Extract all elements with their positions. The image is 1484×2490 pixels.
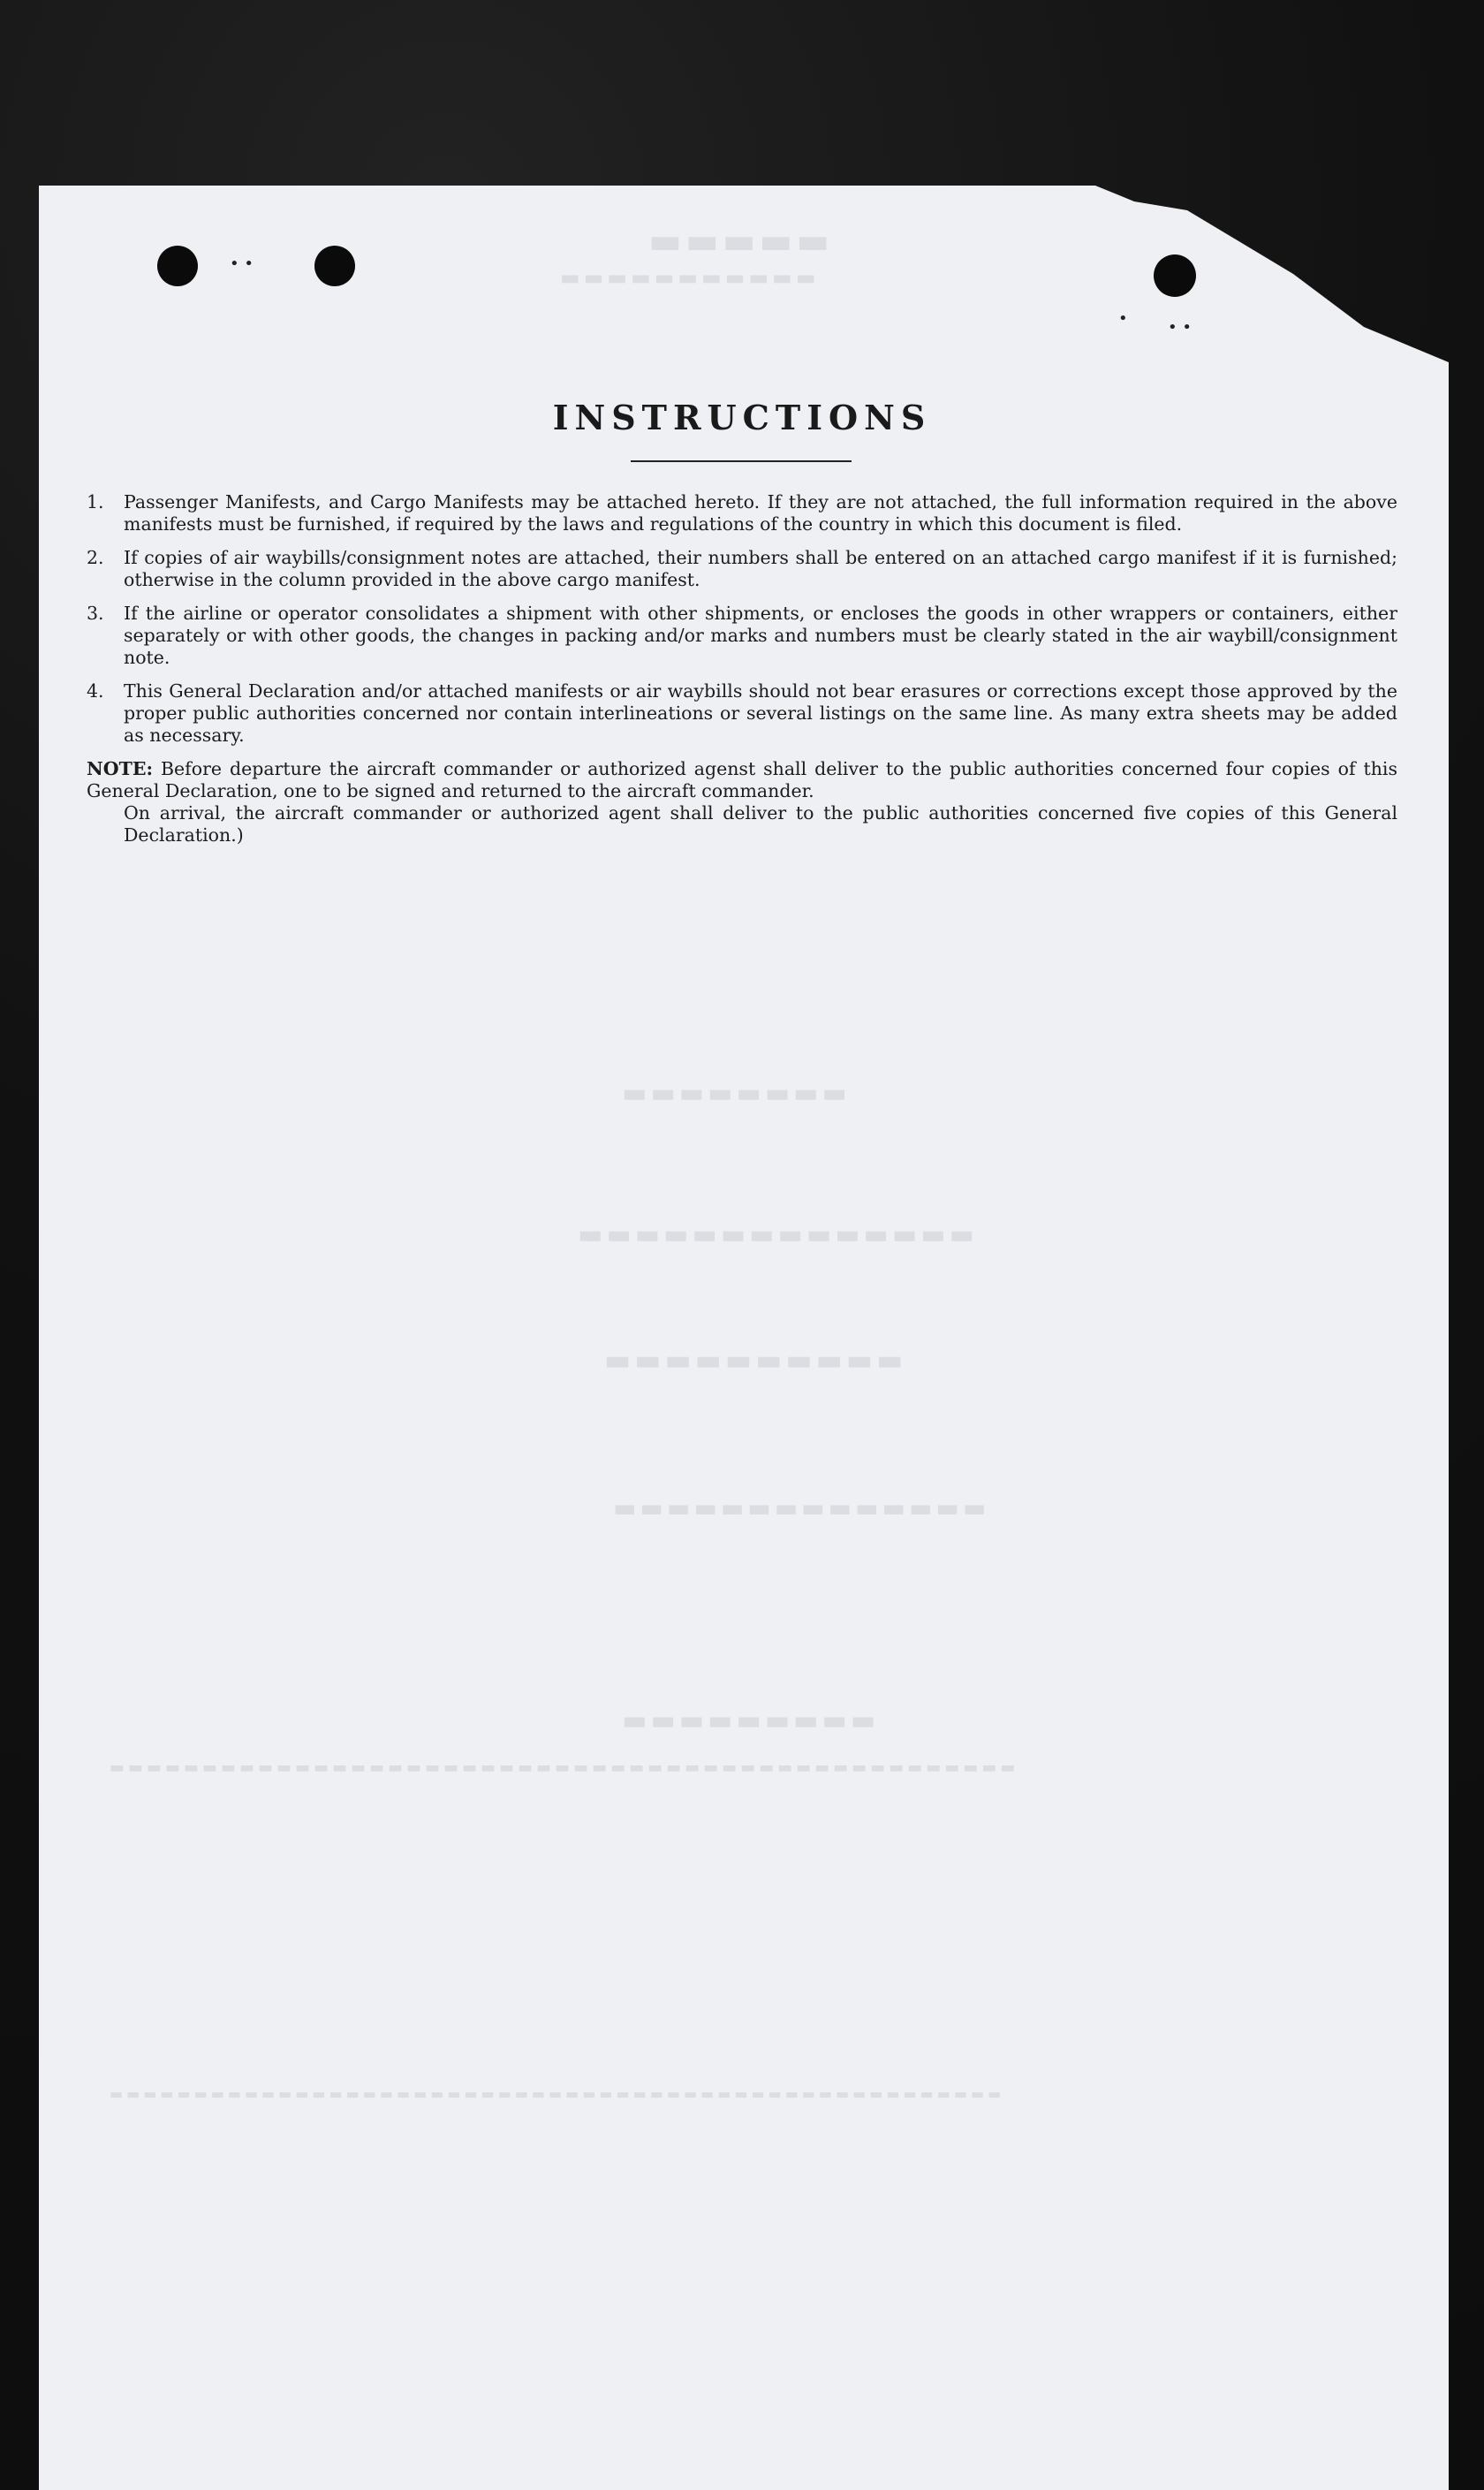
specks: • • bbox=[230, 254, 254, 273]
note-arrival bbox=[87, 802, 1397, 846]
note-departure bbox=[87, 758, 1397, 802]
note-block bbox=[87, 758, 1397, 846]
item-text: Passenger Manifests, and Cargo Manifests may be attached hereto. If they are not attached, the full information required in the above manifests must be furnished, if required by the laws and regulations of the country in which this document is filed. bbox=[124, 491, 1397, 535]
instruction-item bbox=[87, 491, 1397, 535]
item-number: 3. bbox=[87, 603, 104, 624]
instruction-item bbox=[87, 547, 1397, 591]
bleed-through-text: ▬▬▬▬▬▬▬▬▬▬ bbox=[601, 1343, 904, 1377]
bleed-through-text: ▬▬▬▬▬▬▬▬▬▬▬▬▬▬▬▬▬▬▬▬▬▬▬▬▬▬▬▬▬▬▬▬▬▬▬▬▬▬▬▬▬▬▬▬▬▬▬▬▬ bbox=[106, 1758, 1016, 1777]
note-arrival-text: On arrival, the aircraft commander or authorized agent shall deliver to the public authorities concerned five copies of this General Declaration.) bbox=[124, 802, 1397, 846]
bleed-through-text: ▬▬▬▬▬▬▬▬▬▬▬▬▬▬ bbox=[610, 1493, 987, 1522]
note-label: NOTE: bbox=[87, 758, 154, 779]
bleed-through-text: ▬▬▬▬▬▬▬▬ bbox=[618, 1078, 847, 1109]
note-departure-text: Before departure the aircraft commander or authorized agenst shall deliver to the public authorities concerned four copies of this General Declaration, one to be signed and returned to the aircraft commander. bbox=[87, 758, 1397, 801]
bleed-through-text: ▬▬▬▬▬▬▬▬▬▬▬▬▬▬ bbox=[574, 1219, 974, 1250]
punch-hole-right bbox=[1154, 254, 1196, 297]
bleed-through-text: ▬▬▬▬▬ bbox=[645, 221, 829, 262]
bleed-through-text: ▬▬▬▬▬▬▬▬▬▬▬▬▬▬▬▬▬▬▬▬▬▬▬▬▬▬▬▬▬▬▬▬▬▬▬▬▬▬▬▬▬▬▬▬▬▬▬▬▬▬▬▬▬ bbox=[106, 2085, 1002, 2102]
instructions-list bbox=[87, 491, 1397, 846]
item-number: 4. bbox=[87, 680, 104, 702]
item-number: 2. bbox=[87, 547, 104, 568]
instruction-item bbox=[87, 680, 1397, 747]
item-text: If the airline or operator consolidates a shipment with other shipments, or encloses the goods in other wrappers or containers, either separately or with other goods, the changes in packing and/or marks and numbers must be clearly stated in the air waybill/consignment note. bbox=[124, 603, 1397, 668]
punch-hole-left bbox=[157, 246, 198, 286]
instruction-item bbox=[87, 603, 1397, 669]
title-underline bbox=[631, 460, 852, 462]
item-number: 1. bbox=[87, 491, 104, 512]
bleed-through-text: ▬▬▬▬▬▬▬▬▬ bbox=[618, 1705, 876, 1736]
item-text: If copies of air waybills/consignment notes are attached, their numbers shall be entered on an attached cargo manifest if it is furnished; otherwise in the column provided in the above cargo manifest. bbox=[124, 547, 1397, 590]
specks: • • bbox=[1168, 318, 1192, 337]
punch-hole-middle bbox=[314, 246, 355, 286]
bleed-through-text: ▬▬▬▬▬▬▬▬▬▬▬ bbox=[556, 265, 816, 290]
page-title: INSTRUCTIONS bbox=[552, 398, 932, 437]
specks: • bbox=[1118, 309, 1128, 328]
item-text: This General Declaration and/or attached manifests or air waybills should not bear erasures or corrections except those approved by the proper public authorities concerned nor contain interlineations or several listings on the same line. As many extra sheets may be added as necessary. bbox=[124, 680, 1397, 746]
